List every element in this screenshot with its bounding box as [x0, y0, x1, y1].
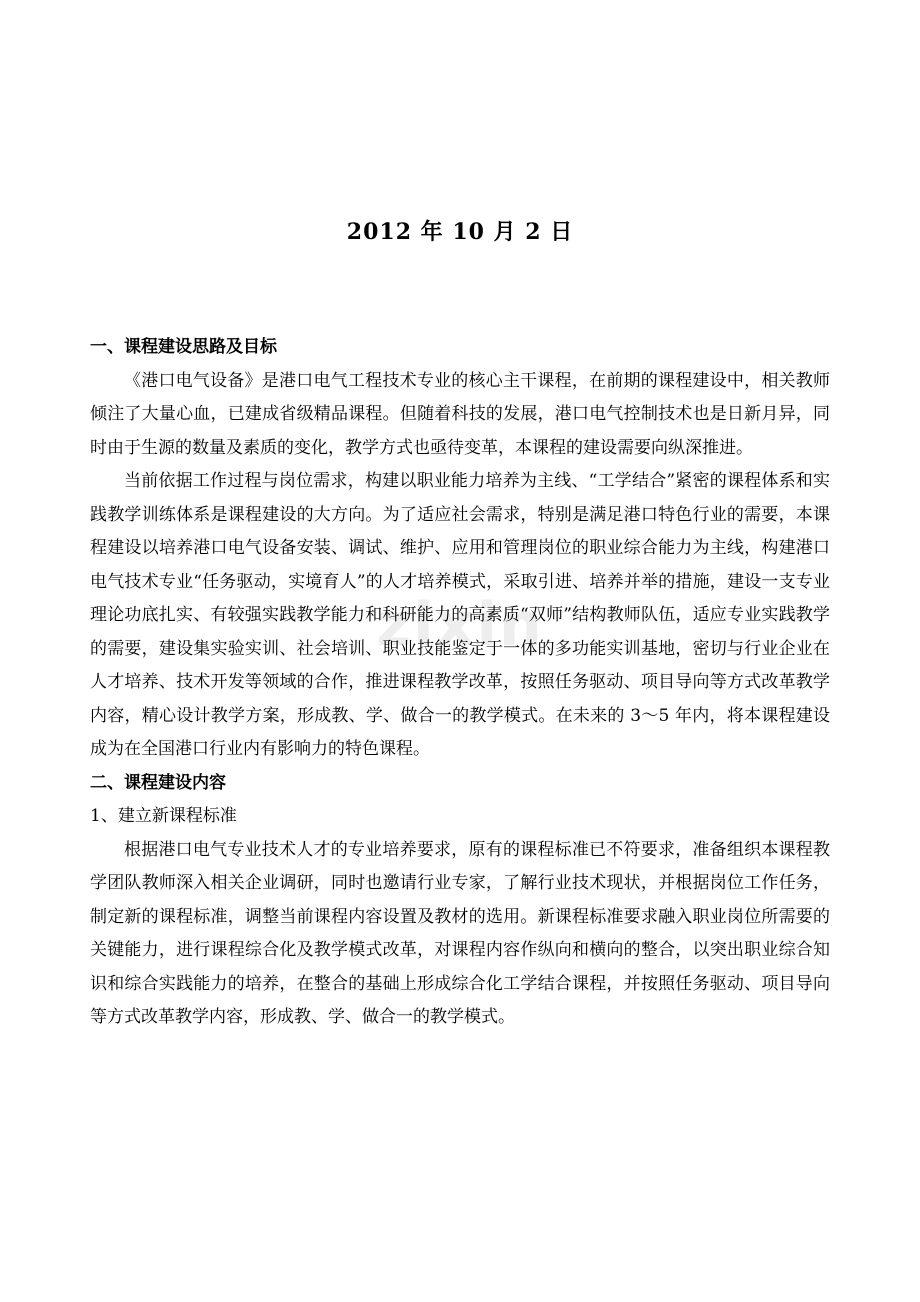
section-heading-1: 一、课程建设思路及目标: [90, 337, 277, 357]
date-title: 2012 年 10 月 2 日: [346, 219, 574, 245]
watermark: zixin: [376, 590, 544, 660]
paragraph-2: 当前依据工作过程与岗位需求，构建以职业能力培养为主线、“工学结合”紧密的课程体系和实践教学训练体系是课程建设的大方向。为了适应社会需求，特别是满足港口特色行业的需要，本课程建设以培养港口电气设备安装、调试、维护、应用和管理岗位的职业综合能力为主线，构建港口电气技术专业“任务驱动，实境育人”的人才培养模式，采取引进、培养并举的措施，建设一支专业理论功底扎实、有较强实践教学能力和科研能力的高素质“双师”结构教师队伍，适应专业实践教学的需要，建设集实验实训、社会培训、职业技能鉴定于一体的多功能实训基地，密切与行业企业在人才培养、技术开发等领域的合作，推进课程教学改革，按照任务驱动、项目导向等方式改革教学内容，精心设计教学方案，形成教、学、做合一的教学模式。在未来的 3～5 年内，将本课程建设成为在全国港口行业内有影响力的特色课程。: [90, 471, 830, 759]
section-heading-2: 二、课程建设内容: [90, 772, 226, 793]
paragraph-1: 《港口电气设备》是港口电气工程技术专业的核心主干课程，在前期的课程建设中，相关教师倾注了大量心血，已建成省级精品课程。但随着科技的发展，港口电气控制技术也是日新月异，同时由于生源的数量及素质的变化，教学方式也亟待变革，本课程的建设需要向纵深推进。: [90, 370, 830, 458]
document-body: [90, 331, 830, 1035]
paragraph-3: 根据港口电气专业技术人才的专业培养要求，原有的课程标准已不符要求，准备组织本课程教学团队教师深入相关企业调研，同时也邀请行业专家，了解行业技术现状，并根据岗位工作任务，制定新的课程标准，调整当前课程内容设置及教材的选用。新课程标准要求融入职业岗位所需要的关键能力，进行课程综合化及教学模式改革，对课程内容作纵向和横向的整合，以突出职业综合知识和综合实践能力的培养，在整合的基础上形成综合化工学结合课程，并按照任务驱动、项目导向等方式改革教学内容，形成教、学、做合一的教学模式。: [90, 839, 830, 1027]
subsection-heading-1: 1、建立新课程标准: [90, 806, 237, 826]
